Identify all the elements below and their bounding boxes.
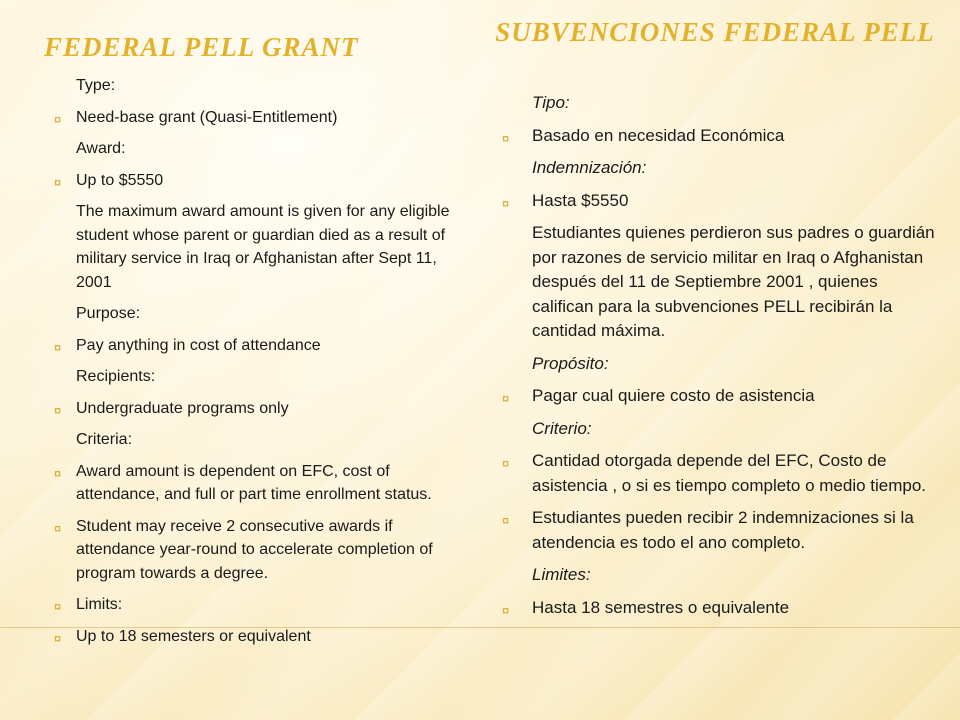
right-bullet-item (498, 380, 938, 413)
bullet-icon: ¤ (502, 130, 510, 146)
right-column (498, 87, 938, 624)
right-paragraph (498, 217, 938, 348)
left-bullet-item (52, 589, 472, 621)
right-bullet-item (498, 120, 938, 153)
bullet-icon: ¤ (502, 456, 510, 471)
item-text: Type: (76, 77, 116, 94)
item-text: Hasta 18 semestres o equivalente (532, 597, 790, 617)
item-text: Up to $5550 (76, 171, 164, 189)
left-bullet-item (52, 456, 472, 511)
item-text: Estudiantes quienes perdieron sus padres o guardián por razones de servicio militar en Iraq o Afghanistan después del 11 de Septiembre 2001 , quienes califican para la subvenciones PELL recibirán la cantidad máxima. (532, 223, 935, 340)
item-text: Up to 18 semesters or equivalent (76, 627, 311, 645)
bullet-icon: ¤ (54, 402, 62, 418)
left-section-label (52, 133, 472, 165)
right-bullet-item (498, 445, 938, 502)
right-section-label (498, 87, 938, 120)
left-column (52, 70, 472, 652)
right-bullet-item (498, 502, 938, 559)
item-text: Limits: (76, 596, 123, 613)
item-text: Estudiantes pueden recibir 2 indemnizaciones si la atendencia es todo el ano completo. (532, 508, 914, 552)
item-text: Student may receive 2 consecutive awards if attendance year-round to accelerate completion of program towards a degree. (76, 517, 433, 582)
left-bullet-item (52, 165, 472, 197)
right-section-label (498, 413, 938, 446)
bullet-icon: ¤ (502, 391, 510, 406)
bullet-icon: ¤ (54, 111, 62, 127)
right-section-label (498, 152, 938, 185)
left-bullet-item (52, 511, 472, 590)
left-section-label (52, 298, 472, 330)
item-text: Criterio: (532, 418, 592, 438)
bullet-icon: ¤ (502, 513, 510, 528)
item-text: Undergraduate programs only (76, 399, 289, 417)
bullet-icon: ¤ (54, 630, 62, 646)
right-section-label (498, 559, 938, 592)
right-bullet-item (498, 592, 938, 625)
item-text: Pagar cual quiere costo de asistencia (532, 386, 815, 405)
right-title: SUBVENCIONES FEDERAL PELL (495, 17, 935, 47)
left-section-label (52, 424, 472, 456)
bullet-icon: ¤ (54, 599, 62, 614)
item-text: Award: (76, 140, 126, 157)
bullet-icon: ¤ (54, 174, 62, 190)
right-bullet-item (498, 185, 938, 218)
item-text: Purpose: (76, 305, 141, 322)
left-bullet-item (52, 393, 472, 425)
item-text: Recipients: (76, 368, 156, 385)
item-text: Pay anything in cost of attendance (76, 336, 321, 354)
left-paragraph (52, 196, 472, 298)
left-bullet-item (52, 102, 472, 134)
bullet-icon: ¤ (54, 520, 62, 536)
left-bullet-item (52, 621, 472, 653)
bullet-icon: ¤ (502, 195, 510, 211)
item-text: Indemnización: (532, 158, 647, 177)
left-title: FEDERAL PELL GRANT (44, 32, 359, 62)
item-text: Award amount is dependent on EFC, cost of attendance, and full or part time enrollment status. (76, 462, 432, 503)
item-text: Limites: (532, 565, 591, 584)
item-text: Basado en necesidad Económica (532, 125, 785, 145)
item-text: Tipo: (532, 93, 570, 112)
left-bullet-item (52, 330, 472, 362)
bullet-icon: ¤ (502, 602, 510, 618)
item-text: Propósito: (532, 353, 609, 373)
right-section-label (498, 348, 938, 381)
left-section-label (52, 361, 472, 393)
item-text: Cantidad otorgada depende del EFC, Costo de asistencia , o si es tiempo completo o medio tiempo. (532, 451, 927, 495)
item-text: The maximum award amount is given for any eligible student whose parent or guardian died as a result of military service in Iraq or Afghanistan after Sept 11, 2001 (76, 203, 450, 291)
item-text: Criteria: (76, 431, 133, 448)
item-text: Need-base grant (Quasi-Entitlement) (76, 108, 338, 126)
item-text: Hasta $5550 (532, 190, 629, 210)
bullet-icon: ¤ (54, 465, 62, 481)
left-section-label (52, 70, 472, 102)
bullet-icon: ¤ (54, 339, 62, 355)
